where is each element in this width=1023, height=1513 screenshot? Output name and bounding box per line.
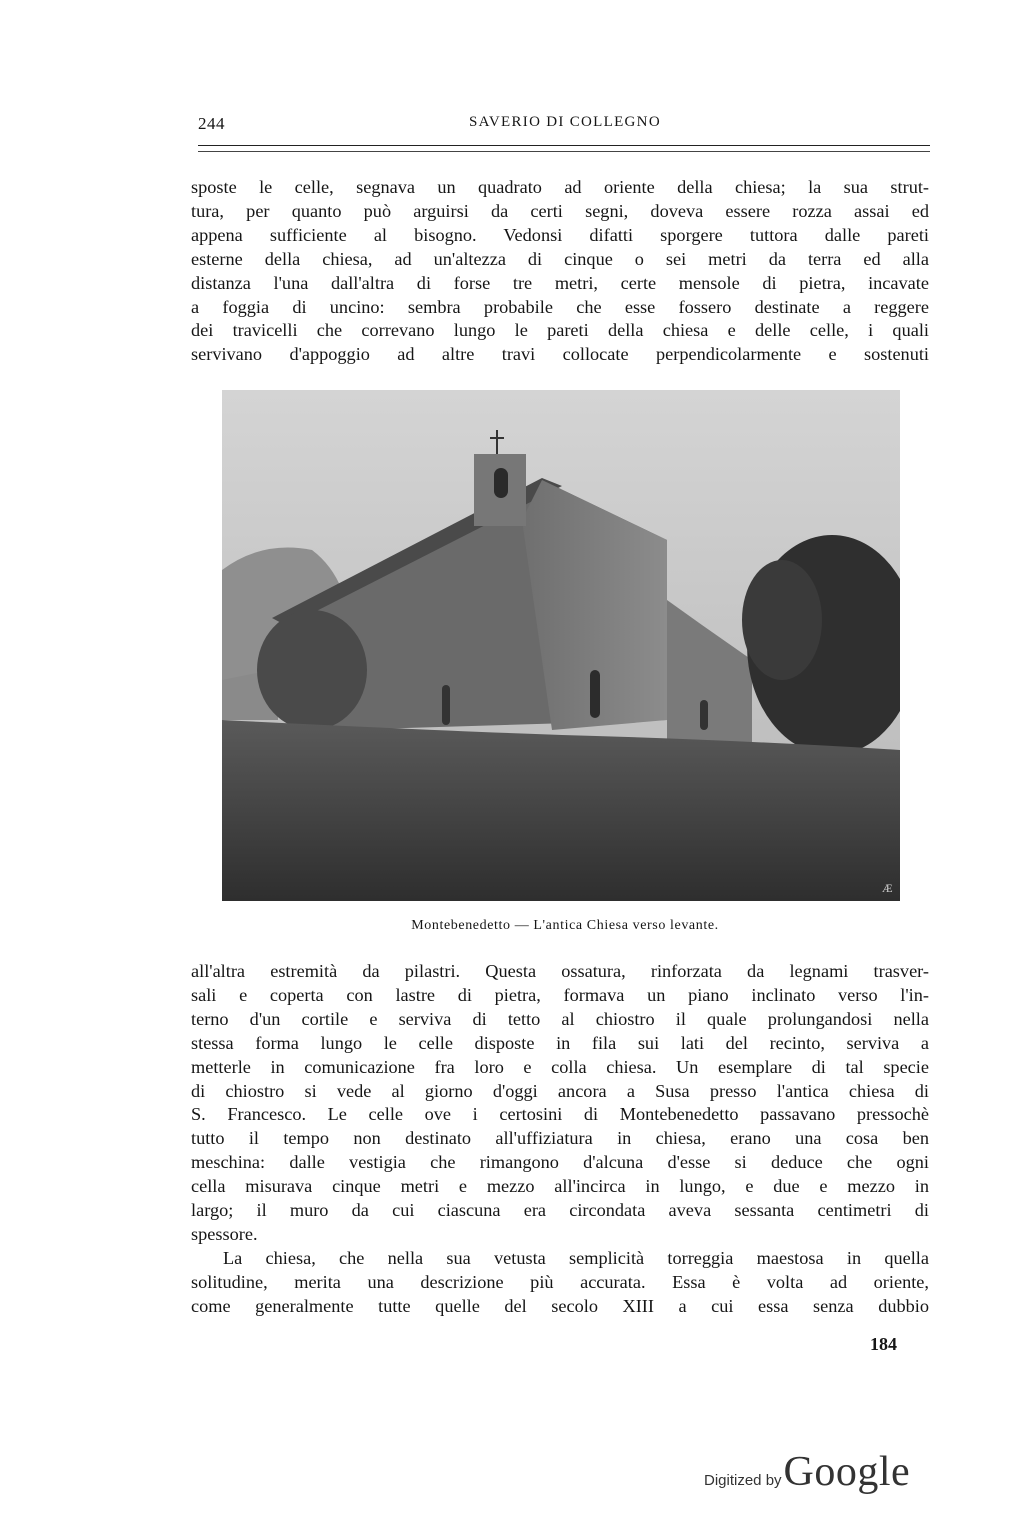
text-line: S. Francesco. Le celle ove i certosini di Montebenedetto passavano pressochè [191, 1104, 929, 1125]
text-line: servivano d'appoggio ad altre travi collocate perpendicolarmente e sostenuti [191, 344, 929, 365]
digitized-by-google-watermark [704, 1448, 910, 1496]
church-photo [222, 390, 900, 901]
text-line: tutto il tempo non destinato all'uffiziatura in chiesa, erano una cosa ben [191, 1128, 929, 1149]
text-line: all'altra estremità da pilastri. Questa ossatura, rinforzata da legnami trasver- [191, 961, 929, 981]
text-line: esterne della chiesa, ad un'altezza di cinque o sei metri da terra ed alla [191, 248, 929, 269]
text-line: stessa forma lungo le celle disposte in fila sui lati del recinto, serviva a [191, 1032, 929, 1053]
text-line: sali e coperta con lastre di pietra, formava un piano inclinato verso l'in- [191, 984, 929, 1005]
body-text-top [191, 176, 929, 367]
page-number: 244 [198, 114, 225, 133]
text-line: largo; il muro da cui ciascuna era circondata aveva sessanta centimetri di [191, 1200, 929, 1221]
header-rule-thin [198, 151, 930, 152]
text-line: spessore. [191, 1223, 258, 1244]
text-line: La chiesa, che nella sua vetusta semplicità torreggia maestosa in quella [223, 1247, 929, 1268]
photo-monogram: Æ [882, 881, 893, 895]
header-rule [198, 145, 930, 146]
google-logo: Google [783, 1449, 911, 1495]
figure-caption: Montebenedetto — L'antica Chiesa verso levante. [411, 918, 719, 933]
text-line: sposte le celle, segnava un quadrato ad oriente della chiesa; la sua strut- [191, 177, 929, 197]
body-text-bottom [191, 960, 929, 1319]
text-line: metterle in comunicazione fra loro e colla chiesa. Un esemplare di tal specie [191, 1056, 929, 1077]
running-title: SAVERIO DI COLLEGNO [469, 114, 661, 130]
text-line: tura, per quanto può arguirsi da certi segni, doveva essere rozza assai ed [191, 200, 929, 221]
digitized-label: Digitized by [704, 1472, 782, 1489]
text-line: meschina: dalle vestigia che rimangono d'alcuna d'esse si deduce che ogni [191, 1152, 929, 1173]
text-line: solitudine, merita una descrizione più accurata. Essa è volta ad oriente, [191, 1271, 929, 1292]
text-line: come generalmente tutte quelle del secolo XIII a cui essa senza dubbio [191, 1295, 929, 1316]
text-line: terno d'un cortile e serviva di tetto al chiostro il quale prolungandosi nella [191, 1008, 929, 1029]
text-line: cella misurava cinque metri e mezzo all'incirca in lungo, e due e mezzo in [191, 1176, 929, 1197]
text-line: di chiostro si vede al giorno d'oggi ancora a Susa presso l'antica chiesa di [191, 1080, 929, 1101]
text-line: appena sufficiente al bisogno. Vedonsi difatti sporgere tuttora dalle pareti [191, 224, 929, 245]
signature-mark: 184 [870, 1334, 897, 1354]
text-line: distanza l'una dall'altra di forse tre metri, certe mensole di pietra, incavate [191, 272, 929, 293]
text-line: a foggia di uncino: sembra probabile che esse fossero destinate a reggere [191, 296, 929, 317]
text-line: dei travicelli che correvano lungo le pareti della chiesa e delle celle, i quali [191, 320, 929, 341]
